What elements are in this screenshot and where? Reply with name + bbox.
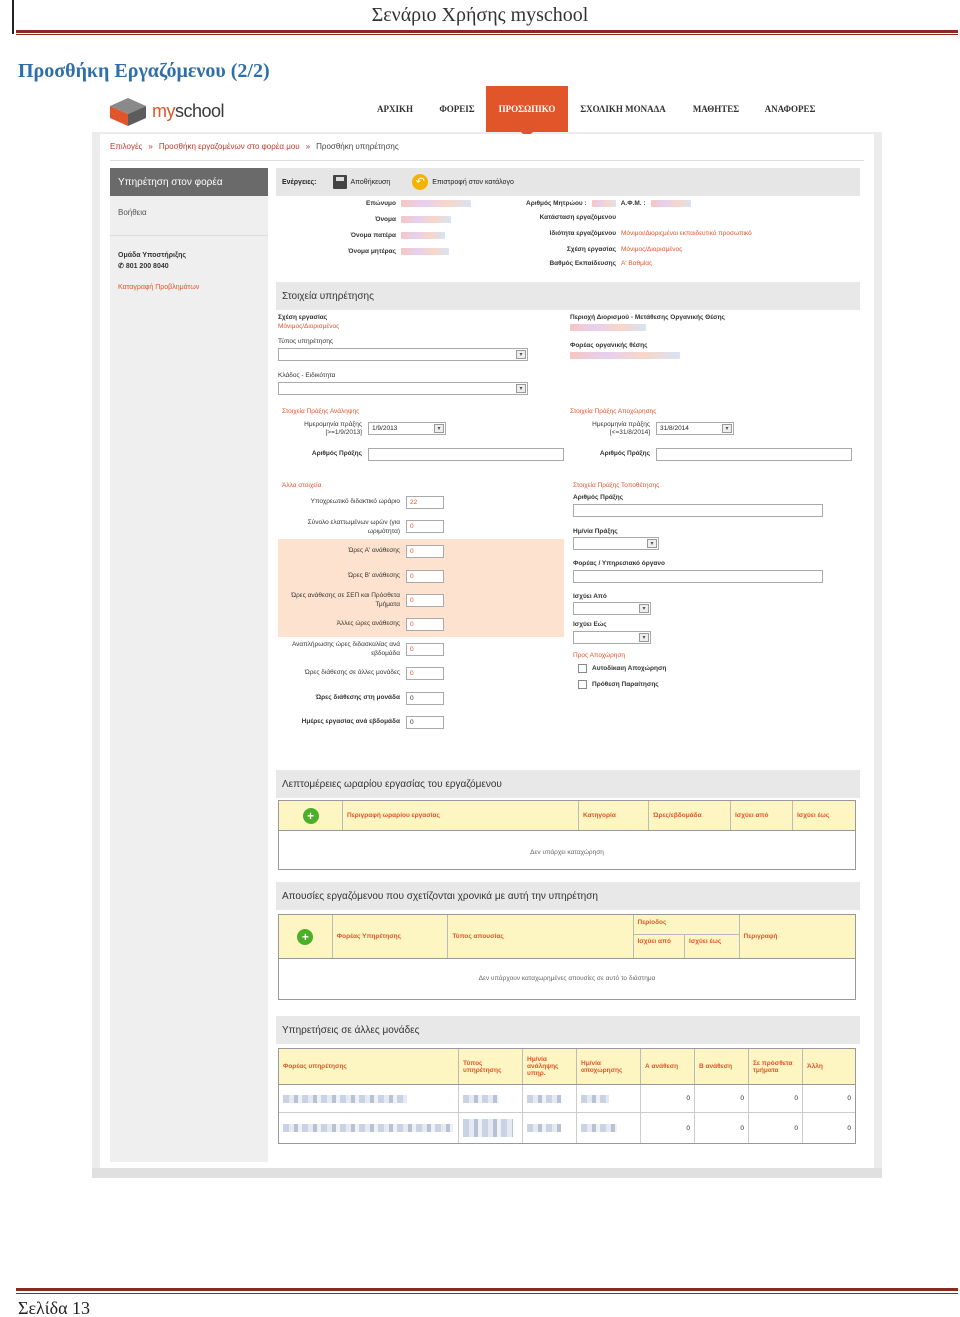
toolbar	[276, 168, 860, 196]
assume-date-label: Ημερομηνία πράξης	[304, 421, 362, 428]
redacted-value	[401, 232, 445, 239]
myschool-logo-icon	[108, 96, 148, 126]
sidebar-title: Υπηρέτηση στον φορέα	[110, 168, 268, 196]
header-rule	[16, 30, 958, 33]
main-panel	[100, 134, 874, 1168]
service-type-label: Τύπος υπηρέτησης	[278, 338, 334, 345]
depart-no-label: Αριθμός Πράξης	[599, 450, 650, 457]
table-header	[279, 801, 855, 831]
hours-label: Υποχρεωτικό διδακτικό ωράριο	[310, 498, 400, 505]
other-units-table	[278, 1048, 856, 1144]
cell-value: 0	[641, 1085, 695, 1112]
placement-date-label: Ημ/νία Πράξης	[573, 528, 618, 535]
organic-unit-label: Φορέας οργανικής θέσης	[570, 342, 648, 349]
hours-input[interactable]: 0	[406, 618, 444, 631]
save-button[interactable]: Αποθήκευση	[333, 175, 391, 189]
other-units-block	[276, 1044, 860, 1174]
phone-icon: ✆	[118, 263, 126, 270]
branch-label: Κλάδος - Ειδικότητα	[278, 372, 336, 379]
support-phone: ✆ 801 200 8040	[118, 263, 169, 270]
table-header	[279, 915, 855, 959]
cell-value: 0	[695, 1085, 749, 1112]
relation-label: Σχέση εργασίας	[278, 314, 328, 321]
cell-value: 0	[847, 1095, 851, 1102]
hours-input[interactable]: 0	[406, 594, 444, 607]
header-rule-thin	[16, 34, 958, 35]
chevron-down-icon: ▾	[647, 539, 657, 548]
hours-label: Ώρες διάθεσης σε άλλες μονάδες	[304, 669, 400, 676]
valid-to-input[interactable]	[573, 631, 651, 644]
table-row[interactable]	[279, 1113, 855, 1143]
placement-title: Στοιχεία Πράξης Τοποθέτησης	[573, 482, 660, 489]
nav-reports[interactable]: ΑΝΑΦΟΡΕΣ	[764, 104, 816, 114]
redacted-value	[570, 324, 646, 331]
redacted-value	[581, 1124, 617, 1132]
other-title: Άλλα στοιχεία	[282, 482, 322, 489]
depart-date-label: Ημερομηνία πράξης	[592, 421, 650, 428]
add-icon[interactable]: +	[297, 929, 313, 945]
breadcrumb	[110, 142, 399, 151]
breadcrumb-item[interactable]: Επιλογές	[110, 142, 143, 151]
relation-label: Σχέση εργασίας	[566, 246, 616, 253]
column-header: Ημ/νία ανάληψης υπηρ.	[523, 1049, 577, 1084]
column-header: Β ανάθεση	[695, 1049, 749, 1084]
hours-input[interactable]: 0	[406, 520, 444, 533]
column-header: Ισχύει έως	[797, 812, 830, 819]
column-header: Φορέας υπηρέτησης	[279, 1049, 459, 1084]
hours-input[interactable]: 0	[406, 716, 444, 729]
absences-section-title: Απουσίες εργαζόμενου που σχετίζονται χρονικά με αυτή την υπηρέτηση	[276, 882, 860, 910]
service-form	[276, 310, 860, 780]
back-arrow-icon: ↶	[412, 174, 428, 190]
redacted-value	[401, 200, 471, 207]
service-type-select[interactable]	[278, 348, 528, 361]
schedule-block	[276, 798, 860, 888]
name-label: Όνομα	[375, 216, 396, 223]
branch-select[interactable]	[278, 382, 528, 395]
depart-date-input[interactable]: 31/8/2014 ▾	[656, 422, 734, 435]
column-header: Ώρες/εβδομάδα	[649, 801, 731, 830]
assume-date-hint: [>=1/9/2013]	[325, 429, 362, 436]
redacted-value	[527, 1124, 561, 1132]
redacted-value	[651, 200, 691, 207]
nav-school-unit[interactable]: ΣΧΟΛΙΚΗ ΜΟΝΑΔΑ	[580, 104, 666, 114]
cell-value: 0	[749, 1113, 803, 1143]
myschool-screenshot	[92, 86, 882, 1178]
column-header: Φορέας Υπηρέτησης	[333, 915, 449, 958]
nav-units[interactable]: ΦΟΡΕΙΣ	[439, 104, 475, 114]
chevron-down-icon: ▾	[639, 604, 649, 613]
column-header: Περιγραφή	[743, 933, 778, 940]
surname-label: Επώνυμο	[366, 200, 396, 207]
chevron-down-icon: ▾	[516, 384, 526, 393]
cell-value: 0	[749, 1085, 803, 1112]
sidebar	[110, 168, 268, 1162]
auto-leave-label: Αυτοδίκαιη Αποχώρηση	[592, 665, 667, 672]
status-label: Κατάσταση εργαζόμενου	[539, 214, 616, 221]
placement-org-input[interactable]	[573, 570, 823, 583]
hours-label: Ώρες διάθεσης στη μονάδα	[315, 694, 400, 701]
registry-label: Αριθμός Μητρώου :	[526, 200, 587, 207]
divider	[110, 160, 864, 161]
column-header: Περίοδος	[634, 915, 739, 935]
hours-input[interactable]: 0	[406, 667, 444, 680]
save-icon	[333, 175, 347, 189]
cell-value: 0	[847, 1124, 851, 1132]
support-block	[110, 236, 268, 272]
cell-value: 0	[641, 1113, 695, 1143]
relation-value: Μόνιμος/Διορισμένος	[278, 323, 340, 330]
resign-checkbox[interactable]	[578, 680, 587, 689]
chevron-down-icon: ▾	[639, 633, 649, 642]
hours-input[interactable]: 0	[406, 692, 444, 705]
chevron-down-icon: ▾	[516, 350, 526, 359]
origin-label: Περιοχή Διορισμού - Μετάθεσης Οργανικής Θέσης	[570, 314, 725, 321]
assume-no-input[interactable]	[368, 448, 564, 461]
capacity-value: Μόνιμοι/Διοριςμένοι εκπαιδευτικό προσωπικό	[621, 230, 752, 237]
table-header	[279, 1049, 855, 1085]
afm-label: Α.Φ.Μ. :	[620, 200, 646, 207]
nav-staff[interactable]: ΠΡΟΣΩΠΙΚΟ	[486, 86, 568, 132]
horizontal-scrollbar[interactable]	[92, 1168, 882, 1178]
relation-value: Μόνιμος/Διορισμένος	[621, 246, 683, 253]
other-units-section-title: Υπηρετήσεις σε άλλες μονάδες	[276, 1016, 860, 1044]
column-header: Ισχύει από	[634, 935, 686, 958]
column-header: Ημ/νία αποχώρησης	[577, 1049, 641, 1084]
redacted-value	[581, 1095, 609, 1103]
section-title: Προσθήκη Εργαζόμενου (2/2)	[18, 60, 270, 82]
valid-from-input[interactable]	[573, 602, 651, 615]
hours-input[interactable]: 0	[406, 643, 444, 656]
footer-rule-thin	[16, 1293, 958, 1294]
assume-title: Στοιχεία Πράξης Ανάληψης	[282, 408, 360, 415]
auto-leave-checkbox[interactable]	[578, 664, 587, 673]
redacted-value	[592, 200, 616, 207]
redacted-value	[401, 216, 451, 223]
hours-input[interactable]: 22	[406, 496, 444, 509]
redacted-value	[463, 1095, 499, 1103]
resign-label: Πρόθεση Παραίτησης	[592, 681, 659, 688]
back-to-list-button[interactable]: ↶ Επιστροφή στον κατάλογο	[412, 174, 514, 190]
redacted-value	[463, 1119, 513, 1137]
capacity-label: Ιδιότητα εργαζόμενου	[549, 230, 616, 237]
placement-org-label: Φορέας / Υπηρεσιακό όργανο	[573, 560, 665, 567]
main-nav	[362, 86, 826, 132]
assume-no-label: Αριθμός Πράξης	[311, 450, 362, 457]
sidebar-item-help[interactable]: Βοήθεια	[110, 196, 268, 236]
content	[276, 168, 860, 1174]
placement-no-label: Αριθμός Πράξης	[573, 494, 624, 501]
column-header: Κατηγορία	[579, 801, 649, 830]
add-icon[interactable]: +	[303, 808, 319, 824]
nav-home[interactable]: ΑΡΧΙΚΗ	[377, 104, 413, 114]
hours-label: Σύνολο ελαττωμένων ωρών (για ωριμότητα)	[307, 519, 400, 535]
column-header: Σε πρόσθετα τμήματα	[749, 1049, 803, 1084]
depart-no-input[interactable]	[656, 448, 852, 461]
redacted-value	[283, 1095, 407, 1103]
chevron-down-icon: ▾	[434, 424, 444, 433]
redacted-value	[283, 1124, 453, 1132]
hours-label: Ώρες Β' ανάθεσης	[348, 572, 400, 579]
breadcrumb-separator-icon: »	[148, 142, 153, 151]
depart-title: Στοιχεία Πράξης Αποχώρησης	[570, 408, 657, 415]
degree-value: Α' Βαθμίας	[621, 260, 653, 267]
degree-label: Βαθμός Εκπαίδευσης	[549, 260, 616, 267]
leave-title: Προς Αποχώρηση	[573, 652, 626, 659]
assume-date-input[interactable]: 1/9/2013 ▾	[368, 422, 446, 435]
sidebar-item-report[interactable]: Καταγραφή Προβλημάτων	[118, 284, 200, 291]
logo-text: myschool	[152, 101, 225, 121]
column-header: Τύπος υπηρέτησης	[459, 1049, 523, 1084]
employee-info	[276, 196, 860, 282]
hours-label: Αναπλήρωσης ώρες διδασκαλίας ανά εβδομάδα	[291, 641, 400, 657]
empty-message: Δεν υπάρχει καταχώρηση	[530, 849, 604, 856]
column-header: Ισχύει από	[731, 801, 793, 830]
breadcrumb-item[interactable]: Προσθήκη εργαζομένων στο φορέα μου	[158, 142, 300, 151]
breadcrumb-separator-icon: »	[305, 142, 311, 151]
hours-label: Ώρες ανάθεσης σε ΣΕΠ και Πρόσθετα Τμήματα	[291, 592, 400, 608]
service-section-title: Στοιχεία υπηρέτησης	[276, 282, 860, 310]
column-header: Ισχύει έως	[689, 938, 722, 945]
column-header: Τύπος απουσίας	[448, 915, 633, 958]
page-number: Σελίδα 13	[18, 1298, 91, 1317]
mother-name-label: Όνομα μητέρας	[348, 248, 396, 255]
hours-input[interactable]: 0	[406, 570, 444, 583]
redacted-value	[401, 248, 449, 255]
depart-date-hint: [<=31/8/2014]	[609, 429, 650, 436]
cell-value: 0	[695, 1113, 749, 1143]
column-header: Α ανάθεση	[641, 1049, 695, 1084]
valid-from-label: Ισχύει Από	[573, 593, 607, 600]
father-name-label: Όνομα πατέρα	[350, 232, 396, 239]
redacted-value	[570, 352, 680, 359]
nav-students[interactable]: ΜΑΘΗΤΕΣ	[692, 104, 740, 114]
table-row[interactable]	[279, 1085, 855, 1113]
support-label: Ομάδα Υποστήριξης	[118, 252, 187, 259]
hours-label: Άλλες ώρες ανάθεσης	[336, 620, 400, 627]
document-header-title: Σενάριο Χρήσης myschool	[371, 4, 589, 26]
schedule-table	[278, 800, 856, 870]
column-header: Άλλη	[807, 1063, 823, 1070]
toolbar-label: Ενέργειες:	[282, 178, 317, 186]
chevron-down-icon: ▾	[722, 424, 732, 433]
breadcrumb-current: Προσθήκη υπηρέτησης	[316, 142, 399, 151]
top-bar	[92, 86, 882, 132]
absences-block	[276, 910, 860, 1018]
schedule-section-title: Λεπτομέρειες ωραρίου εργασίας του εργαζόμενου	[276, 770, 860, 798]
absences-table	[278, 914, 856, 1000]
hours-label: Ημέρες εργασίας ανά εβδομάδα	[301, 718, 400, 725]
hours-input[interactable]: 0	[406, 545, 444, 558]
empty-message: Δεν υπάρχουν καταχωρημένες απουσίες σε αυτό το διάστημα	[478, 975, 656, 982]
valid-to-label: Ισχύει Εώς	[573, 621, 607, 628]
footer-rule	[16, 1288, 958, 1291]
placement-date-input[interactable]	[573, 537, 659, 550]
hours-label: Ώρες Α' ανάθεσης	[348, 547, 400, 554]
placement-no-input[interactable]	[573, 504, 823, 517]
column-header: Περιγραφή ωραρίου εργασίας	[343, 801, 579, 830]
redacted-value	[527, 1095, 561, 1103]
